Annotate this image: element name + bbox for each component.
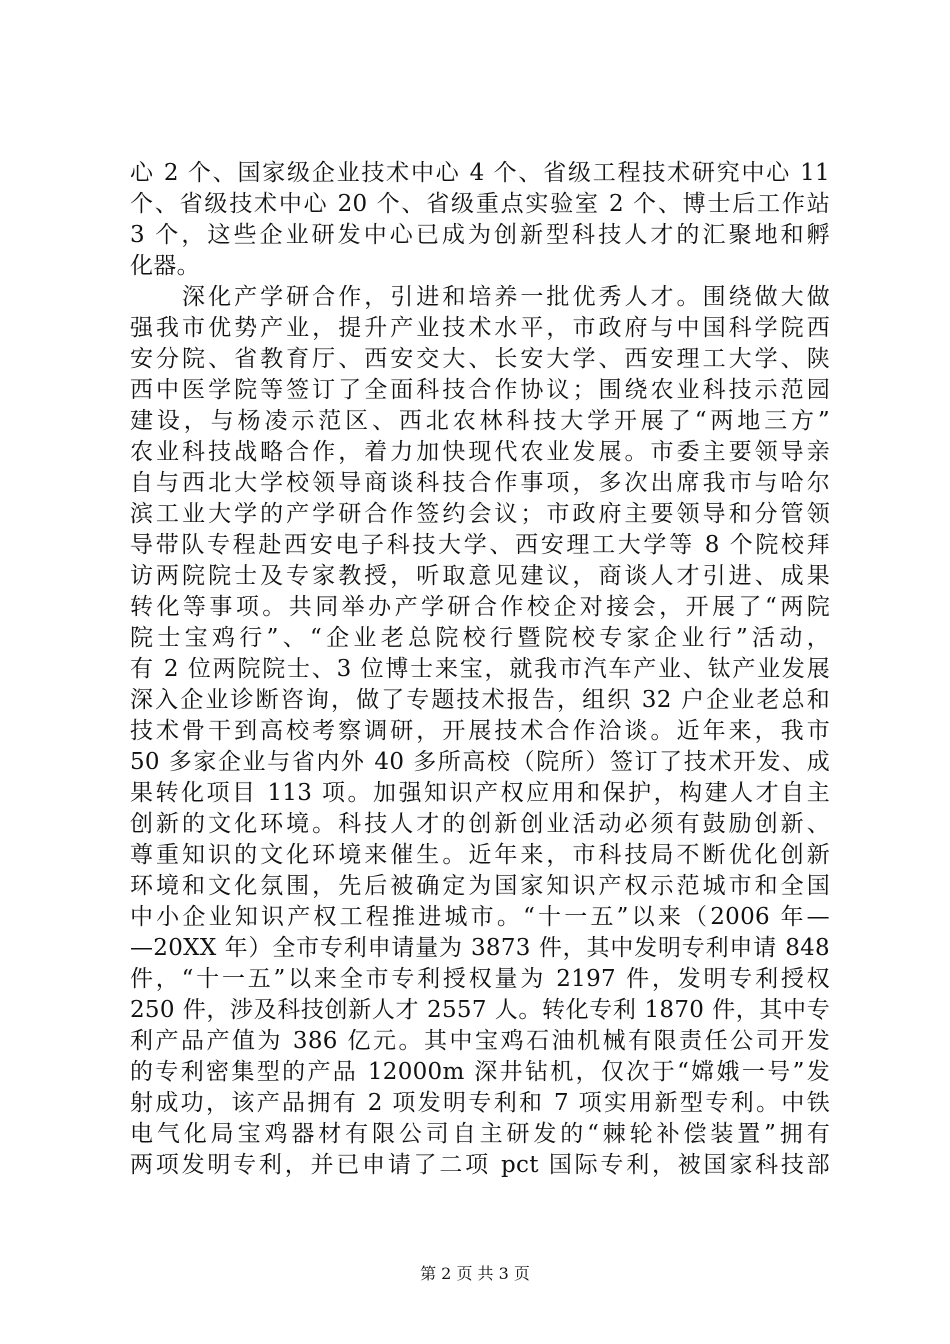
- text-line: 件，“十一五”以来全市专利授权量为 2197 件，发明专利授权: [130, 966, 830, 992]
- text-line: 访两院院士及专家教授，听取意见建议，商谈人才引进、成果: [130, 563, 830, 589]
- text-line: 两项发明专利，并已申请了二项 pct 国际专利，被国家科技部: [130, 1152, 830, 1178]
- text-line: 环境和文化氛围，先后被确定为国家知识产权示范城市和全国: [130, 873, 830, 899]
- text-line: 技术骨干到高校考察调研，开展技术合作洽谈。近年来，我市: [130, 718, 830, 744]
- text-line: 院士宝鸡行”、“企业老总院校行暨院校专家企业行”活动，: [130, 625, 830, 651]
- text-line: 射成功，该产品拥有 2 项发明专利和 7 项实用新型专利。中铁: [130, 1090, 830, 1116]
- text-line: 3 个，这些企业研发中心已成为创新型科技人才的汇聚地和孵: [130, 222, 830, 248]
- text-line: 中小企业知识产权工程推进城市。“十一五”以来（2006 年—: [130, 904, 830, 930]
- text-line: 电气化局宝鸡器材有限公司自主研发的“棘轮补偿装置”拥有: [130, 1121, 830, 1147]
- text-line: 深入企业诊断咨询，做了专题技术报告，组织 32 户企业老总和: [130, 687, 830, 713]
- text-line: —20XX 年）全市专利申请量为 3873 件，其中发明专利申请 848: [130, 935, 830, 961]
- text-line: 尊重知识的文化环境来催生。近年来，市科技局不断优化创新: [130, 842, 830, 868]
- text-line: 自与西北大学校领导商谈科技合作事项，多次出席我市与哈尔: [130, 470, 830, 496]
- text-line: 利产品产值为 386 亿元。其中宝鸡石油机械有限责任公司开发: [130, 1028, 830, 1054]
- text-line: 50 多家企业与省内外 40 多所高校（院所）签订了技术开发、成: [130, 749, 830, 775]
- text-line: 个、省级技术中心 20 个、省级重点实验室 2 个、博士后工作站: [130, 191, 830, 217]
- body-text: [130, 158, 830, 1181]
- text-line: 西中医学院等签订了全面科技合作协议；围绕农业科技示范园: [130, 377, 830, 403]
- text-line: 强我市优势产业，提升产业技术水平，市政府与中国科学院西: [130, 315, 830, 341]
- text-line: 建设，与杨凌示范区、西北农林科技大学开展了“两地三方”: [130, 408, 830, 434]
- page-footer: [0, 1264, 950, 1284]
- text-line: 心 2 个、国家级企业技术中心 4 个、省级工程技术研究中心 11: [130, 160, 830, 186]
- text-line: 250 件，涉及科技创新人才 2557 人。转化专利 1870 件，其中专: [130, 997, 830, 1023]
- page-number: 第 2 页 共 3 页: [420, 1264, 530, 1283]
- text-line: 创新的文化环境。科技人才的创新创业活动必须有鼓励创新、: [130, 811, 830, 837]
- text-line: 的专利密集型的产品 12000m 深井钻机，仅次于“嫦娥一号”发: [130, 1059, 830, 1085]
- text-line: 安分院、省教育厅、西安交大、长安大学、西安理工大学、陕: [130, 346, 830, 372]
- text-line: 深化产学研合作，引进和培养一批优秀人才。围绕做大做: [130, 284, 830, 310]
- text-line: 有 2 位两院院士、3 位博士来宝，就我市汽车产业、钛产业发展: [130, 656, 830, 682]
- text-line: 化器。: [130, 253, 200, 279]
- text-line: 果转化项目 113 项。加强知识产权应用和保护，构建人才自主: [130, 780, 830, 806]
- text-line: 转化等事项。共同举办产学研合作校企对接会，开展了“两院: [130, 594, 830, 620]
- text-line: 农业科技战略合作，着力加快现代农业发展。市委主要领导亲: [130, 439, 830, 465]
- text-line: 滨工业大学的产学研合作签约会议；市政府主要领导和分管领: [130, 501, 830, 527]
- text-line: 导带队专程赴西安电子科技大学、西安理工大学等 8 个院校拜: [130, 532, 830, 558]
